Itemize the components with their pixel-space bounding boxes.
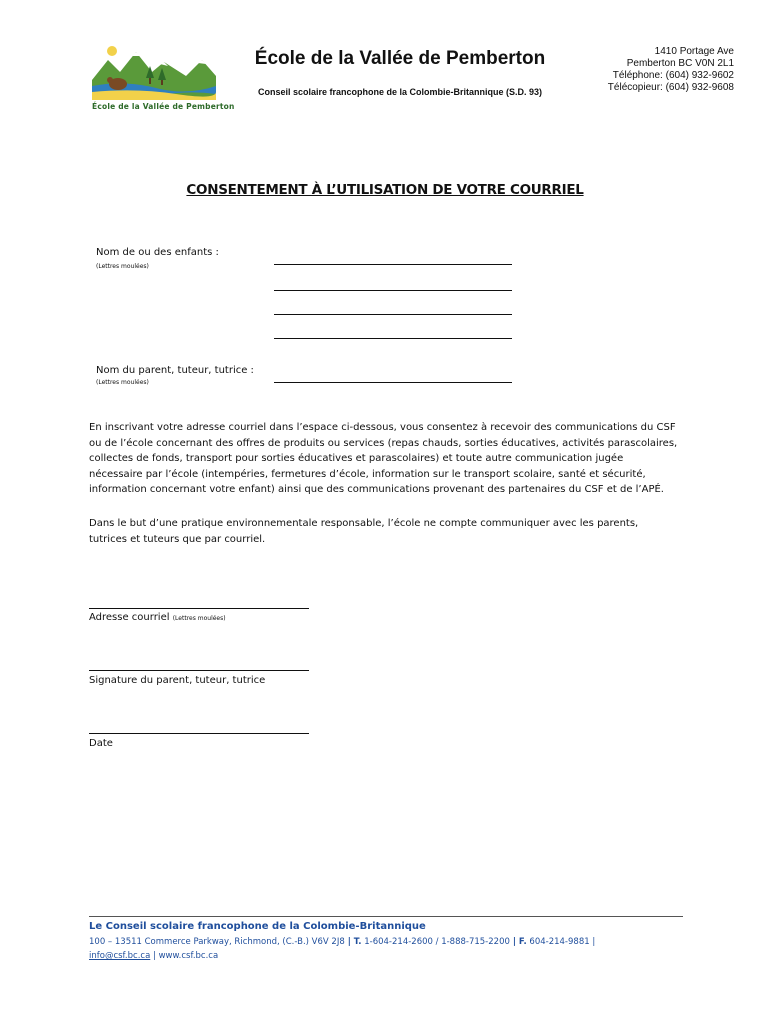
children-name-line-3[interactable] bbox=[274, 314, 512, 315]
children-name-label: Nom de ou des enfants : bbox=[96, 247, 219, 258]
footer-contact bbox=[89, 937, 689, 947]
address-fax: Télécopieur: (604) 932-9608 bbox=[607, 82, 734, 93]
footer-fax: 604-214-9881 | bbox=[526, 937, 596, 947]
paragraph-line: information concernant votre enfant) ainsi que des communications provenant des partenaires du CSF et de l’APÉ. bbox=[89, 484, 664, 495]
email-label: Adresse courriel bbox=[89, 612, 170, 623]
logo-text: École de la Vallée de Pemberton bbox=[92, 102, 235, 111]
footer-sep: | bbox=[344, 937, 354, 947]
school-logo bbox=[86, 42, 235, 118]
footer-phone: 1-604-214-2600 / 1-888-715-2200 bbox=[361, 937, 510, 947]
footer-address: 100 – 13511 Commerce Parkway, Richmond, (C.-B.) V6V 2J8 bbox=[89, 937, 345, 947]
paragraph-line: Dans le but d’une pratique environnementale responsable, l’école ne compte communiquer avec les parents, bbox=[89, 518, 639, 529]
footer-sep: | bbox=[509, 937, 519, 947]
footer-phone-key: T. bbox=[353, 937, 362, 947]
children-name-hint: (Lettres moulées) bbox=[96, 263, 149, 270]
school-name: École de la Vallée de Pemberton bbox=[254, 48, 546, 69]
paragraph-line: ou de l’école concernant des offres de produits ou services (repas chauds, sorties éducatives, activités parascolaires, bbox=[89, 437, 678, 449]
consent-paragraph bbox=[89, 420, 689, 498]
footer-email-link[interactable]: info@csf.bc.ca bbox=[89, 951, 151, 961]
email-line[interactable] bbox=[89, 608, 309, 609]
date-label: Date bbox=[89, 738, 113, 749]
footer-org: Le Conseil scolaire francophone de la Colombie-Britannique bbox=[89, 921, 426, 932]
paragraph-line: tutrices et tuteurs que par courriel. bbox=[89, 533, 266, 545]
school-address bbox=[534, 46, 734, 94]
parent-name-hint: (Lettres moulées) bbox=[96, 379, 149, 386]
address-phone: Téléphone: (604) 932-9602 bbox=[612, 70, 734, 81]
signature-label: Signature du parent, tuteur, tutrice bbox=[89, 675, 266, 686]
children-name-line-1[interactable] bbox=[274, 264, 512, 265]
footer-website-link[interactable]: www.csf.bc.ca bbox=[158, 951, 219, 961]
email-hint: (Lettres moulées) bbox=[172, 615, 226, 622]
date-line[interactable] bbox=[89, 733, 309, 734]
footer-links bbox=[89, 951, 689, 961]
paragraph-line: nécessaire par l’école (intempéries, fermetures d’école, information sur le transport scolaire, santé et sécurité, bbox=[89, 468, 646, 480]
address-city: Pemberton BC V0N 2L1 bbox=[626, 58, 734, 69]
school-board: Conseil scolaire francophone de la Colombie-Britannique (S.D. 93) bbox=[257, 87, 543, 97]
document-title bbox=[0, 182, 770, 198]
environment-paragraph bbox=[89, 516, 689, 547]
children-name-line-2[interactable] bbox=[274, 290, 512, 291]
signature-line[interactable] bbox=[89, 670, 309, 671]
document-title-text: CONSENTEMENT À L’UTILISATION DE VOTRE COURRIEL bbox=[186, 182, 584, 198]
email-label-row bbox=[89, 612, 226, 623]
address-street: 1410 Portage Ave bbox=[654, 46, 734, 57]
paragraph-line: collectes de fonds, transport pour sorties éducatives et parascolaires) et toute autre communication jugée bbox=[89, 453, 624, 464]
children-name-line-4[interactable] bbox=[274, 338, 512, 339]
paragraph-line: En inscrivant votre adresse courriel dans l’espace ci-dessous, vous consentez à recevoir des communications du CSF bbox=[89, 422, 676, 433]
footer-sep: | bbox=[150, 951, 159, 961]
parent-name-label: Nom du parent, tuteur, tutrice : bbox=[96, 365, 254, 376]
parent-name-line[interactable] bbox=[274, 382, 512, 383]
footer-fax-key: F. bbox=[518, 937, 527, 947]
footer-divider bbox=[89, 916, 683, 917]
